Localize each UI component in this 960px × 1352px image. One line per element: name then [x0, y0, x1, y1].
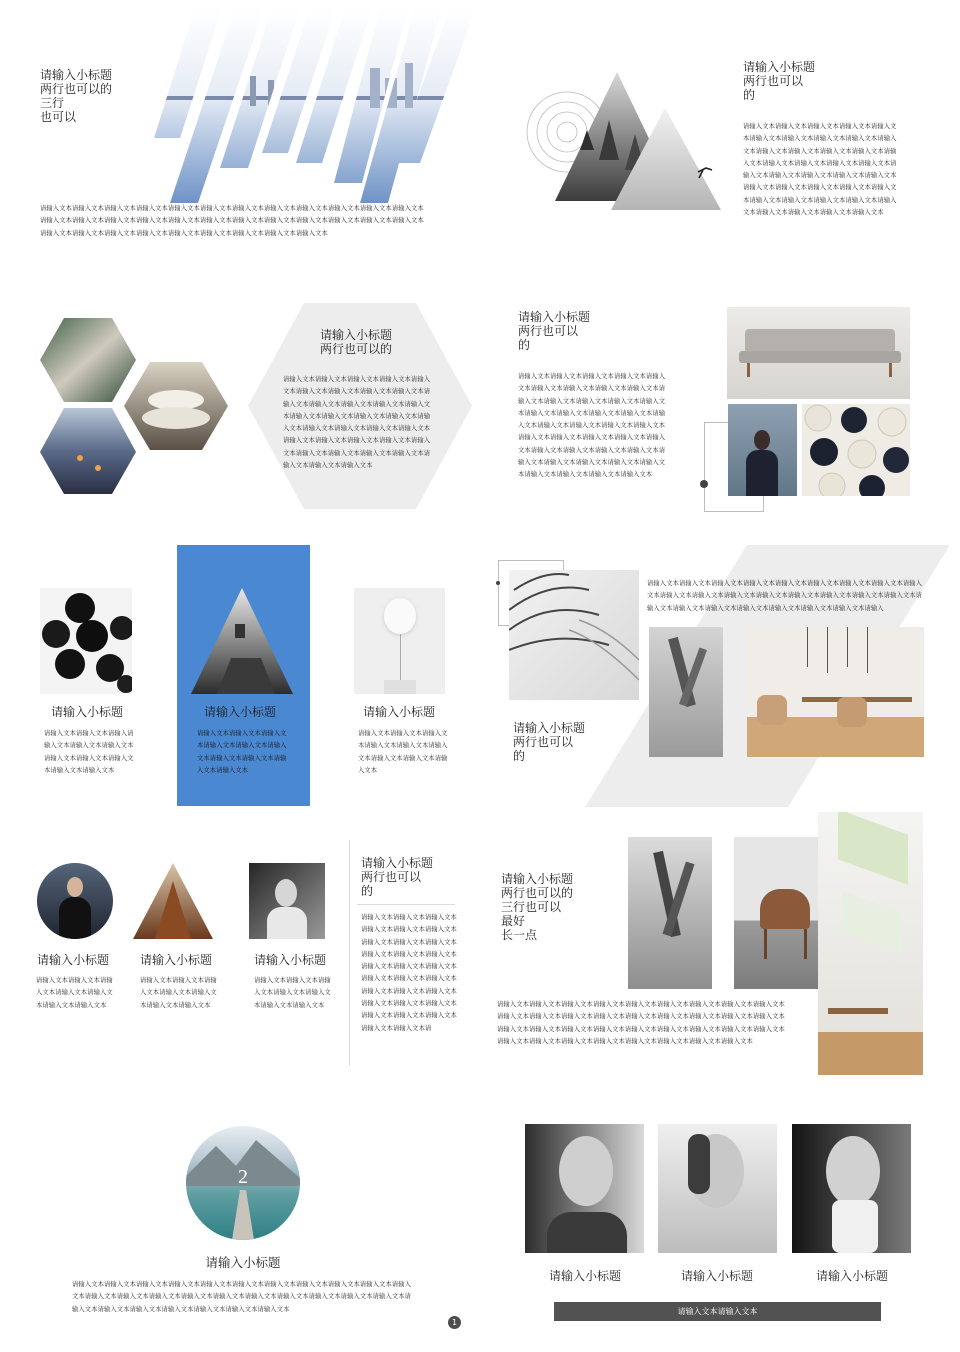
hands-photo: [628, 837, 712, 989]
frame-dot: [700, 480, 708, 488]
slide-4-body: 请输入文本请输入文本请输入文本请输入文本请输入文本请输入文本请输入文本请输入文本请输入文本请输入文本请输入文本请输入文本请输入文本请输入文本请输入文本请输入文本请输入文本请输入文本请输入文本请输入文本请输入文本请输入文本请输入文本请输入文本请输入文本请输入文本请输入文本请输入文本请输入文本请输入文本请输入文本请输入文本请输入文本请输入文本请输入文本请输入文本请输入文本请输入文本请输入文本请输入文本请输入文本: [518, 373, 666, 479]
side-title-underline: [357, 904, 455, 905]
slide-10-caption-2: 请输入小标题: [680, 1269, 753, 1283]
slide-7-card-3-body: 请输入文本请输入文本请输入文本请输入文本请输入文本请输入文本请输入文本: [254, 977, 331, 1009]
slide-9: [0, 1080, 480, 1352]
slide-4: [480, 270, 960, 540]
slide-3-body: 请输入文本请输入文本请输入文本请输入文本请输入文本请输入文本请输入文本请输入文本请输入文本请输入文本请输入文本请输入文本请输入文本请输入文本请输入文本请输入文本请输入文本请输入文本请输入文本请输入文本请输入文本请输入文本请输入文本请输入文本请输入文本请输入文本请输入文本请输入文本请输入文本请输入文本请输入文本请输入文本请输入文本请输入文本请输入文本: [283, 376, 431, 470]
slide-5-card-3-title: 请输入小标题: [362, 705, 435, 719]
slide-8: [480, 810, 960, 1080]
palm-leaves-photo: [509, 570, 639, 700]
slide-5-card-3-body: 请输入文本请输入文本请输入文本请输入文本请输入文本请输入文本请输入文本请输入文本请输入文本: [358, 730, 448, 774]
slide-3-title: 请输入小标题 两行也可以的: [320, 328, 393, 356]
dining-room-photo: [747, 627, 924, 757]
triangle-forest-graphic: [525, 70, 725, 215]
slide-7-card-1-body: 请输入文本请输入文本请输入文本请输入文本请输入文本请输入文本请输入文本: [36, 977, 113, 1009]
triangle-person-image: [191, 588, 293, 696]
section-number: 2: [238, 1166, 248, 1188]
slide-1: [0, 0, 480, 270]
slide-9-title: 请输入小标题: [205, 1255, 281, 1270]
slide-2: [480, 0, 960, 270]
slide-7-card-3-title: 请输入小标题: [253, 953, 326, 967]
slide-3: [0, 270, 480, 540]
slide-4-title: 请输入小标题 两行也可以 的: [518, 310, 591, 352]
sofa-photo: [727, 307, 910, 399]
slide-9-body: 请输入文本请输入文本请输入文本请输入文本请输入文本请输入文本请输入文本请输入文本请输入文本请输入文本请输入文本请输入文本请输入文本请输入文本请输入文本请输入文本请输入文本请输入文本请输入文本请输入文本请输入文本请输入文本请输入文本请输入文本请输入文本请输入文本请输入文本请输入文本: [72, 1281, 412, 1313]
slide-2-body: 请输入文本请输入文本请输入文本请输入文本请输入文本请输入文本请输入文本请输入文本请输入文本请输入文本请输入文本请输入文本请输入文本请输入文本请输入文本请输入文本请输入文本请输入文本请输入文本请输入文本请输入文本请输入文本请输入文本请输入文本请输入文本请输入文本请输入文本请输入文本请输入文本请输入文本请输入文本请输入文本请输入文本请输入文本请输入文本请输入文本请输入文本请输入文本: [743, 123, 897, 217]
black-balloons-image: [40, 588, 132, 694]
hands-photo: [649, 627, 723, 757]
slide-7-card-2-body: 请输入文本请输入文本请输入文本请输入文本请输入文本请输入文本请输入文本: [140, 977, 217, 1009]
portrait-photo-2: [658, 1124, 777, 1253]
frame-dot: [496, 581, 500, 585]
slide-7: [0, 810, 480, 1080]
slide-8-body: 请输入文本请输入文本请输入文本请输入文本请输入文本请输入文本请输入文本请输入文本请输入文本请输入文本请输入文本请输入文本请输入文本请输入文本请输入文本请输入文本请输入文本请输入文本请输入文本请输入文本请输入文本请输入文本请输入文本请输入文本请输入文本请输入文本请输入文本请输入文本请输入文本请输入文本请输入文本请输入文本请输入文本请输入文本请输入文本: [497, 1001, 785, 1045]
slide-5-card-2-title: 请输入小标题: [203, 705, 276, 719]
slide-7-card-2-title: 请输入小标题: [139, 953, 212, 967]
slide-7-side-body: 请输入文本请输入文本请输入文本请输入文本请输入文本请输入文本请输入文本请输入文本请输入文本请输入文本请输入文本请输入文本请输入文本请输入文本请输入文本请输入文本请输入文本请输入文本请输入文本请输入文本请输入文本请输入文本请输入文本请输入文本请输入文本请输入文本请输入文本请输入文本请输入文本请: [361, 914, 457, 1032]
woman-photo: [728, 404, 797, 496]
slide-5-card-1-body: 请输入文本请输入文本请输入请输入文本请输入文本请输入文本请输入文本请输入文本请输入文本请输入文本请输入文本: [44, 730, 134, 774]
portrait-photo-3: [792, 1124, 911, 1253]
slide-5-card-2-body: 请输入文本请输入文本请输入文本请输入文本请输入文本请输入文本请输入文本请输入文本请输入文本请输入文本: [197, 730, 287, 774]
city-strips-image: [140, 8, 480, 203]
slide-10-caption-1: 请输入小标题: [548, 1269, 621, 1283]
slide-5-card-1-title: 请输入小标题: [50, 705, 123, 719]
slide-1-body: 请输入文本请输入文本请输入文本请输入文本请输入文本请输入文本请输入文本请输入文本请输入文本请输入文本请输入文本请输入文本请输入文本请输入文本请输入文本请输入文本请输入文本请输入文本请输入文本请输入文本请输入文本请输入文本请输入文本请输入文本请输入文本请输入文本请输入文本请输入文本请输入文本请输入文本请输入文本请输入文本请输入文本: [40, 205, 424, 237]
portrait-circle-photo: [37, 863, 113, 939]
vertical-divider: [349, 840, 350, 1066]
slide-8-title: 请输入小标题 两行也可以的 三行也可以 最好 长一点: [501, 872, 574, 942]
slide-6-body: 请输入文本请输入文本请输入文本请输入文本请输入文本请输入文本请输入文本请输入文本请输入文本请输入文本请输入文本请输入文本请输入文本请输入文本请输入文本请输入文本请输入文本请输入文本请输入文本请输入文本请输入文本请输入文本请输入文本请输入文本请输入: [647, 580, 923, 612]
slide-2-title: 请输入小标题 两行也可以 的: [743, 60, 816, 102]
bottom-text-bar-label: 请输入文本请输入文本: [677, 1307, 758, 1316]
white-balloon-image: [354, 588, 445, 694]
page-number: 1: [451, 1318, 458, 1327]
slide-10: [480, 1080, 960, 1352]
slide-6: [480, 540, 960, 810]
bottom-text-bar: [554, 1302, 881, 1321]
portrait-square-photo: [249, 863, 325, 939]
portrait-photo-1: [525, 1124, 644, 1253]
page-number-badge: [448, 1316, 461, 1329]
attic-room-photo: [818, 812, 923, 1075]
slide-7-card-1-title: 请输入小标题: [36, 953, 109, 967]
slide-5: [0, 540, 480, 810]
hexagon-photos: [40, 318, 230, 498]
plates-photo: [802, 404, 910, 496]
slide-10-caption-3: 请输入小标题: [815, 1269, 888, 1283]
slide-6-title: 请输入小标题 两行也可以 的: [513, 721, 586, 763]
slide-7-side-title: 请输入小标题 两行也可以 的: [361, 856, 434, 898]
portrait-triangle-photo: [133, 863, 213, 939]
slide-1-title: 请输入小标题 两行也可以的 三行 也可以: [40, 68, 113, 124]
